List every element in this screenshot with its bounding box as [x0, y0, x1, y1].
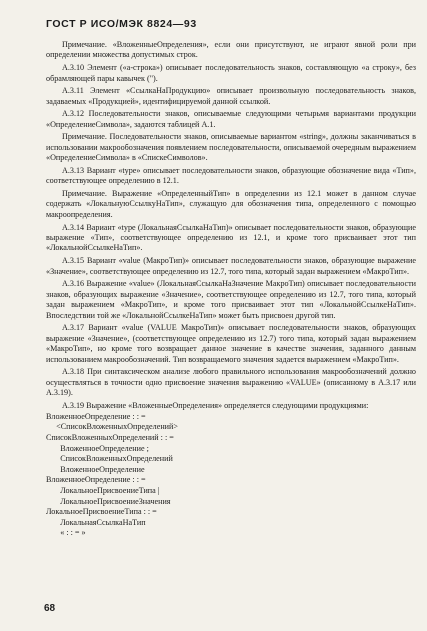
paragraph-a-3-19: A.3.19 Выражение «ВложенныеОпределения» определяется следующими продукциями:	[62, 400, 369, 410]
paragraph-a-3-15: A.3.15 Вариант «value (МакроТип)» описывает последовательности знаков, образующие выражение «Значение», соответствующее определению из 12.7, того типа, который задан выражением «МакроТип».	[46, 256, 416, 276]
grammar-line: <СписокВложенныхОпределений>	[46, 422, 178, 432]
body-text	[46, 40, 416, 539]
paragraph-a-3-18: A.3.18 При синтаксическом анализе любого правильного использования макрообозначений должно осуществляться в точности одно присвоение значения выражению «VALUE» (описанному в A.3.17 или A.3.19).	[46, 367, 416, 398]
paragraph-a-3-11: A.3.11 Элемент «СсылкаНаПродукцию» описывает произвольную последовательность знаков, задаваемых «Продукцией», идентифицируемой данной ссылкой.	[46, 86, 416, 106]
page-number: 68	[44, 603, 56, 614]
paragraph-a-3-13: A.3.13 Вариант «type» описывает последовательности знаков, образующие обозначение вида «Тип», соответствующее определению в 12.1.	[46, 165, 416, 186]
paragraph-a-3-12: A.3.12 Последовательности знаков, описываемые следующими четырьмя вариантами продукции «ОпределениеСимвола», задаются таблицей А.1.	[46, 109, 416, 129]
grammar-line: ЛокальнаяСсылкаНаТип	[46, 517, 146, 527]
note-paragraph: Примечание. «ВложенныеОпределения», если они присутствуют, не играют явной роли при определении множества допустимых строк.	[46, 40, 416, 60]
grammar-line: ВложенноеОпределение	[46, 464, 145, 474]
grammar-line: ВложенноеОпределение : : =	[46, 475, 146, 485]
paragraph-a-3-16: A.3.16 Выражение «value» (ЛокальнаяСсылкаНаЗначение МакроТип) описывает последовательности знаков, образующих выражение «Значение», соответствующее определению из 12.7, того типа, который задан выражением «МакроТип», и кроме того присваивает этот тип «ЛокальнойСсылкеНаТип». Впоследствии той же «ЛокальнойСсылкеНаТип» может быть присвоен другой тип.	[46, 279, 416, 320]
note-paragraph: Примечание. Выражение «ОпределенныйТип» в определении из 12.1 может в данном случае содержать «ЛокальнуюСсылкуНаТип», служащую для обозначения типа, определенного с помощью макроопределения.	[46, 189, 416, 219]
grammar-productions	[46, 412, 416, 539]
standard-header: ГОСТ Р ИСО/МЭК 8824—93	[46, 18, 197, 30]
paragraph-a-3-10: A.3.10 Элемент («а-строка») описывает последовательность знаков, составляющую «а строку», без обрамляющей пары кавычек (").	[46, 63, 416, 83]
note-paragraph: Примечание. Последовательности знаков, описываемые вариантом «string», должны заканчиваться в использовании макрообозначения появлением последовательности, описываемой очередным выражением «ОпределениеСимвола» в «СпискеСимволов».	[46, 132, 416, 163]
grammar-line: ВложенноеОпределение : : =	[46, 411, 146, 421]
paragraph-a-3-14: A.3.14 Вариант «type (ЛокальнаяСсылкаНаТип)» описывает последовательности знаков, образующие выражение «Тип», соответствующее определению из 12.1, и кроме того присваивает этот тип «ЛокальнойСсылкеНаТип».	[46, 222, 416, 253]
grammar-line: ЛокальноеПрисвоениеЗначения	[46, 496, 171, 506]
grammar-line: ВложенноеОпределение ;	[46, 443, 149, 453]
grammar-line: ЛокальноеПрисвоениеТипа |	[46, 485, 160, 495]
grammar-line: СписокВложенныхОпределений : : =	[46, 432, 174, 442]
grammar-line: СписокВложенныхОпределений	[46, 454, 173, 464]
grammar-line: « : : = »	[46, 528, 86, 538]
paragraph-a-3-17: A.3.17 Вариант «value (VALUE МакроТип)» описывает последовательности знаков, образующих выражение «Значение», (соответствующее определению из 12.7) того типа, который задан выражением «МакроТип», но кроме того возвращает данное значение в качестве значения, заданного данным использованием макрообозначений. Тип возвращаемого значения задается выражением «МакроТип».	[46, 323, 416, 364]
grammar-line: ЛокальноеПрисвоениеТипа : : =	[46, 507, 157, 517]
